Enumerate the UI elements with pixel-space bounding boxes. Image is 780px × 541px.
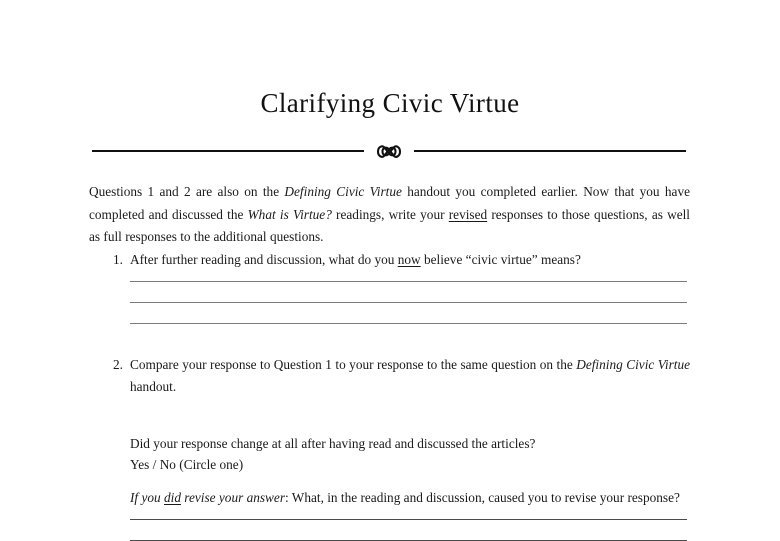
answer-lines-question-2 bbox=[130, 519, 690, 541]
question-1-text-2: believe “civic virtue” means? bbox=[421, 252, 581, 267]
question-2-followup bbox=[130, 487, 690, 508]
answer-line[interactable] bbox=[130, 519, 687, 520]
answer-lines-question-1 bbox=[130, 281, 690, 324]
intro-underline-revised: revised bbox=[449, 207, 487, 222]
intro-text-1: Questions 1 and 2 are also on the bbox=[89, 184, 284, 199]
answer-line[interactable] bbox=[130, 323, 687, 324]
intro-text-2: handout you completed earlier. Now that you have completed and discussed the bbox=[89, 184, 690, 222]
question-item-1 bbox=[89, 249, 690, 324]
intro-italic-defining-civic-virtue: Defining Civic Virtue bbox=[284, 184, 401, 199]
followup-italic-1: If you bbox=[130, 490, 164, 505]
question-list bbox=[89, 249, 690, 541]
question-2-sub-text-1: Did your response change at all after having read and discussed the articles? bbox=[130, 436, 535, 451]
question-2-text-2: handout. bbox=[130, 379, 176, 394]
question-2-circle-one[interactable] bbox=[130, 454, 690, 475]
question-2-sub-text-2: Yes / No (Circle one) bbox=[130, 457, 243, 472]
question-item-2 bbox=[89, 354, 690, 541]
answer-line[interactable] bbox=[130, 281, 687, 282]
question-1-underline-now: now bbox=[398, 252, 421, 267]
intro-paragraph bbox=[89, 181, 690, 249]
question-text-1 bbox=[130, 249, 690, 272]
intro-text-3: readings, write your bbox=[332, 207, 449, 222]
intro-italic-what-is-virtue: What is Virtue? bbox=[248, 207, 332, 222]
question-2-text-1: Compare your response to Question 1 to your response to the same question on the bbox=[130, 357, 576, 372]
celtic-knot-icon bbox=[376, 143, 402, 160]
question-number-2: 2. bbox=[103, 354, 123, 377]
ornamental-divider bbox=[92, 140, 686, 162]
divider-rule-right bbox=[414, 150, 686, 152]
question-text-2 bbox=[130, 354, 690, 422]
followup-italic-2: revise your answer bbox=[181, 490, 285, 505]
intro-text-4: responses to those questions, as well as full responses to the additional questions. bbox=[89, 207, 690, 245]
question-2-italic-defining-civic-virtue: Defining Civic Virtue bbox=[576, 357, 690, 372]
question-2-subquestion bbox=[130, 433, 690, 454]
page-title: Clarifying Civic Virtue bbox=[0, 88, 780, 119]
divider-rule-left bbox=[92, 150, 364, 152]
followup-text-rest: : What, in the reading and discussion, caused you to revise your response? bbox=[285, 490, 680, 505]
followup-italic-underline-did: did bbox=[164, 490, 181, 505]
question-number-1: 1. bbox=[103, 249, 123, 272]
answer-line[interactable] bbox=[130, 302, 687, 303]
question-1-text-1: After further reading and discussion, what do you bbox=[130, 252, 398, 267]
